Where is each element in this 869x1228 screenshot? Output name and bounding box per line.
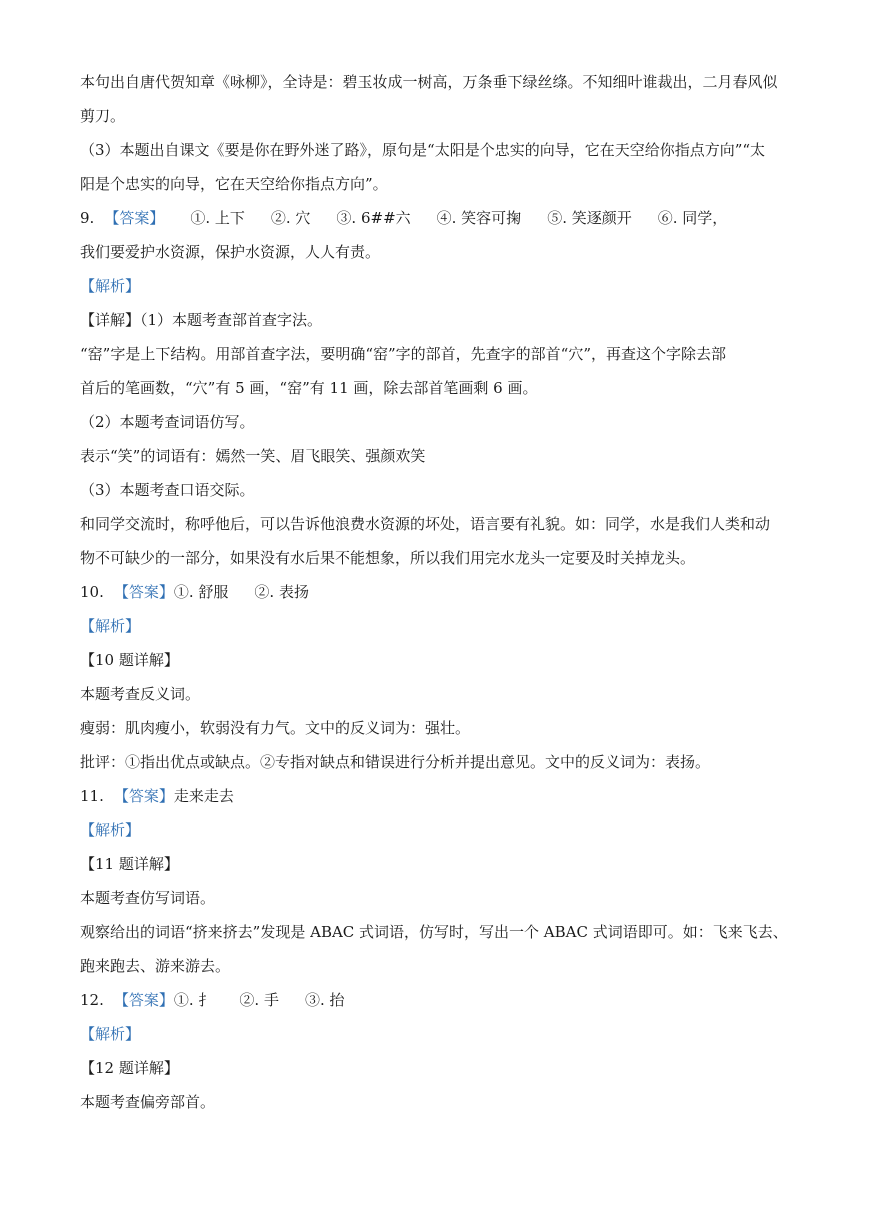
answer-item: ⑤. 笑逐颜开 — [547, 209, 632, 227]
answer-item: ①. 上下 — [190, 209, 245, 227]
answer-tag: 【答案】 — [104, 209, 165, 227]
text-line: 本题考查仿写词语。 — [80, 889, 216, 907]
text-line: 跑来跑去、游来游去。 — [80, 957, 231, 975]
detail-heading: 【12 题详解】 — [80, 1059, 179, 1077]
answer-line-q10 — [80, 582, 800, 602]
text-line: 阳是个忠实的向导，它在天空给你指点方向”。 — [80, 175, 388, 193]
text-line: 本题考查偏旁部首。 — [80, 1093, 216, 1111]
answer-item: ①. 扌 — [173, 991, 214, 1009]
detail-heading: 【11 题详解】 — [80, 855, 179, 873]
answer-tag: 【答案】 — [113, 787, 174, 805]
text-line: 观察给出的词语“挤来挤去”发现是 ABAC 式词语，仿写时，写出一个 ABAC 式词语即可。如：飞来飞去、 — [80, 923, 788, 941]
text-line: 批评：①指出优点或缺点。②专指对缺点和错误进行分析并提出意见。文中的反义词为：表扬。 — [80, 753, 711, 771]
answer-item: ②. 穴 — [270, 209, 311, 227]
analysis-heading: 【解析】 — [80, 617, 141, 635]
text-line: （3）本题考查口语交际。 — [80, 481, 255, 499]
detail-heading: 【10 题详解】 — [80, 651, 179, 669]
text-line: 物不可缺少的一部分，如果没有水后果不能想象，所以我们用完水龙头一定要及时关掉龙头。 — [80, 549, 696, 567]
text-line: 本句出自唐代贺知章《咏柳》，全诗是：碧玉妆成一树高，万条垂下绿丝绦。不知细叶谁裁出，二月春风似 — [80, 73, 778, 91]
question-number: 9. — [80, 209, 95, 227]
analysis-heading: 【解析】 — [80, 277, 141, 295]
answer-line-q12 — [80, 990, 800, 1010]
question-number: 12. — [80, 991, 104, 1009]
text-line: 本题考查反义词。 — [80, 685, 201, 703]
answer-item: ⑥. 同学， — [657, 209, 728, 227]
text-line: 瘦弱：肌肉瘦小，软弱没有力气。文中的反义词为：强壮。 — [80, 719, 471, 737]
text-line: “窑”字是上下结构。用部首查字法，要明确“窑”字的部首，先查字的部首“穴”，再查这个字除去部 — [80, 345, 727, 363]
text-line: 我们要爱护水资源，保护水资源，人人有责。 — [80, 243, 381, 261]
text-line: （2）本题考查词语仿写。 — [80, 413, 255, 431]
question-number: 11. — [80, 787, 104, 805]
detail-text: （1）本题考查部首查字法。 — [140, 311, 323, 329]
answer-item: ②. 手 — [239, 991, 279, 1009]
answer-item: ②. 表扬 — [254, 583, 309, 601]
text-line: 剪刀。 — [80, 107, 126, 125]
text-line: 和同学交流时，称呼他后，可以告诉他浪费水资源的坏处，语言要有礼貌。如：同学，水是我们人类和动 — [80, 515, 771, 533]
answer-tag: 【答案】 — [113, 583, 174, 601]
text-line: （3）本题出自课文《要是你在野外迷了路》，原句是“太阳是个忠实的向导，它在天空给你指点方向”“太 — [80, 141, 766, 159]
detail-line — [80, 310, 800, 330]
question-number: 10. — [80, 583, 104, 601]
answer-item: ①. 舒服 — [173, 583, 229, 601]
text-line: 首后的笔画数，“穴”有 5 画，“窑”有 11 画，除去部首笔画剩 6 画。 — [80, 379, 538, 397]
text-line: 表示“笑”的词语有：嫣然一笑、眉飞眼笑、强颜欢笑 — [80, 447, 426, 465]
answer-line-q11 — [80, 786, 800, 806]
answer-item: ④. 笑容可掬 — [436, 209, 522, 227]
answer-item: ③. 抬 — [304, 991, 345, 1009]
analysis-heading: 【解析】 — [80, 1025, 141, 1043]
analysis-heading: 【解析】 — [80, 821, 141, 839]
answer-tag: 【答案】 — [113, 991, 174, 1009]
answer-item: 走来走去 — [173, 787, 234, 805]
answer-line-q9 — [80, 208, 800, 228]
detail-tag: 【详解】 — [80, 311, 141, 329]
answer-item: ③. 6##六 — [336, 209, 411, 227]
